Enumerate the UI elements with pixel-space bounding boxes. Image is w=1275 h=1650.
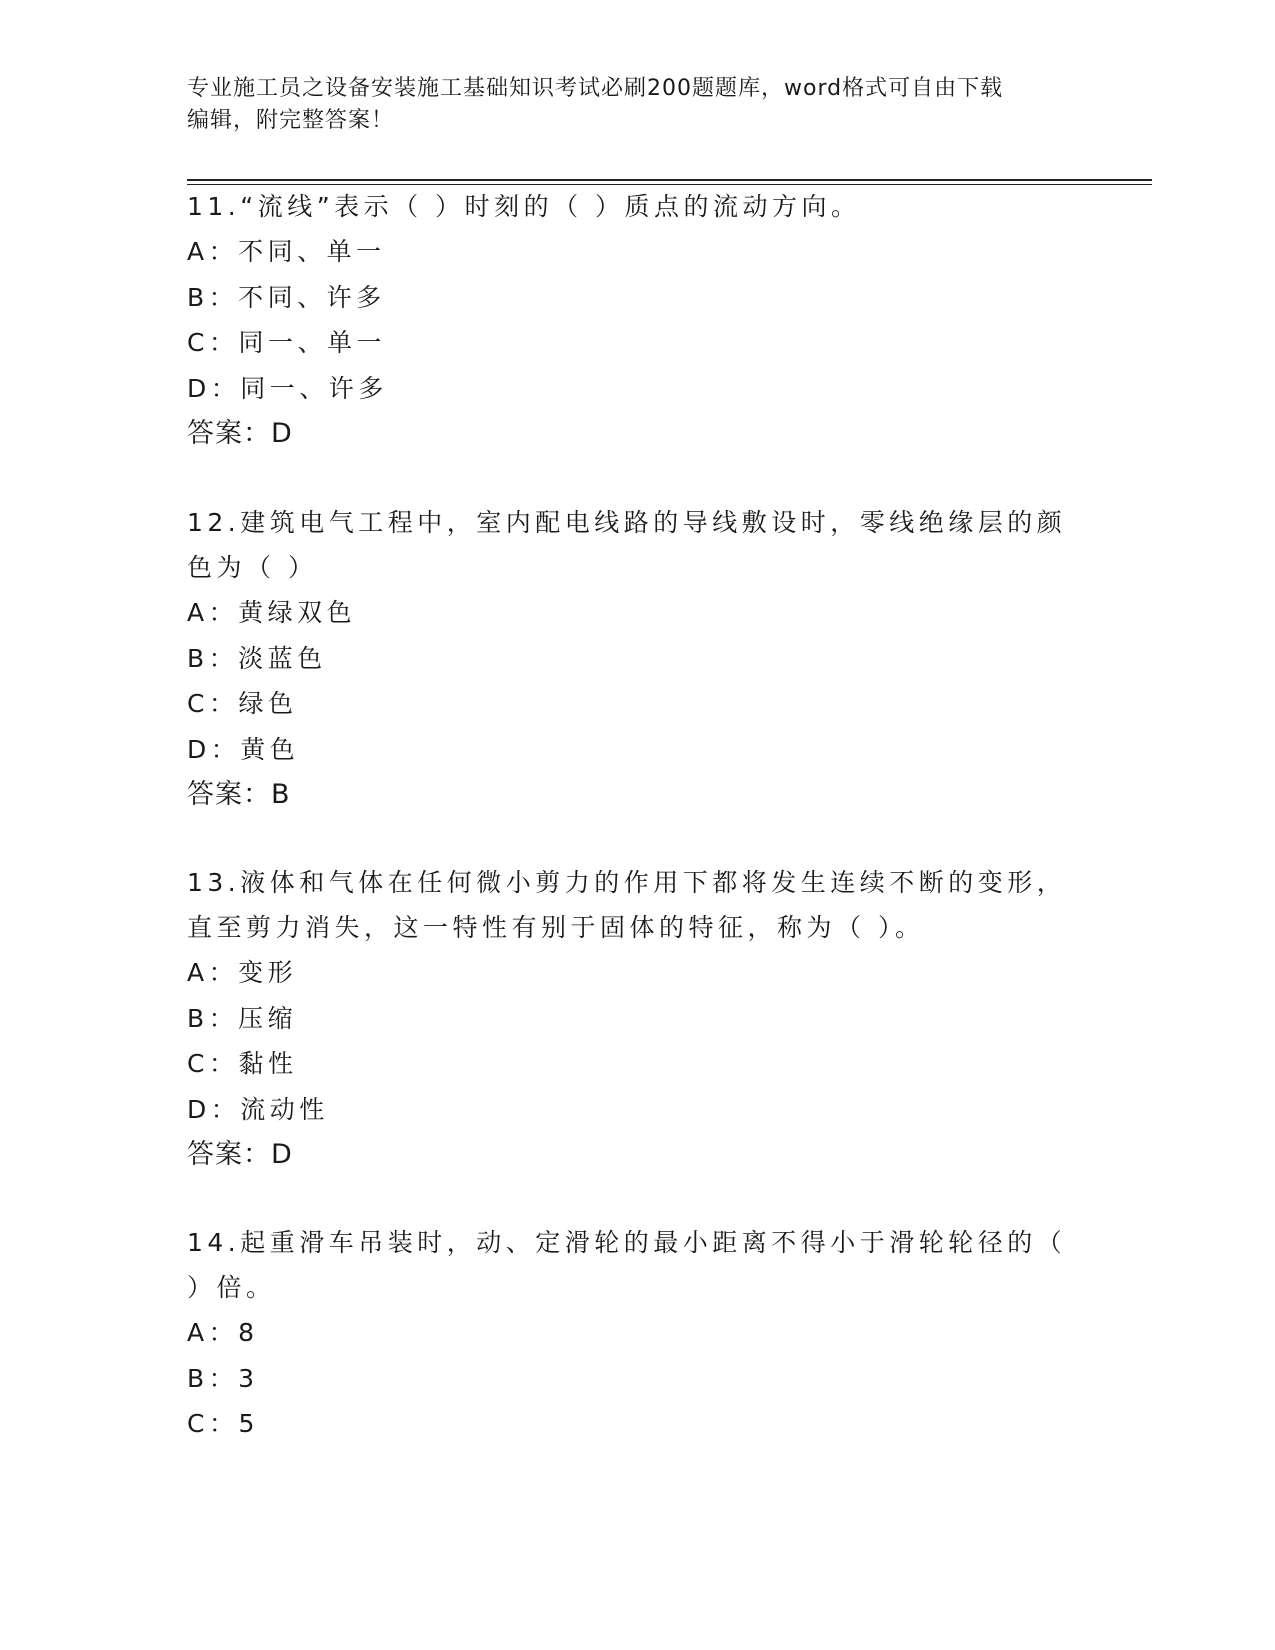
answer: 答案：D (187, 418, 293, 449)
option-b: B：3 (187, 1363, 259, 1393)
option-a: A：8 (187, 1318, 259, 1347)
question-stem: 12.建筑电气工程中，室内配电线路的导线敷设时，零线绝缘层的颜色为（ ） (187, 508, 1067, 582)
option-c: C：同一、单一 (187, 328, 386, 357)
option-b: B：淡蓝色 (187, 643, 327, 673)
header-divider-thick (187, 179, 1152, 181)
option-c: C：黏性 (187, 1049, 298, 1078)
question-14 (187, 1220, 1077, 1447)
option-c: C：5 (187, 1409, 259, 1438)
option-d: D：同一、许多 (187, 373, 388, 403)
header-line-2: 编辑，附完整答案！ (187, 108, 395, 133)
question-12 (187, 500, 1077, 818)
question-13 (187, 860, 1077, 1178)
question-stem: 13.液体和气体在任何微小剪力的作用下都将发生连续不断的变形，直至剪力消失，这一特性有别于固体的特征，称为（ ）。 (187, 868, 1067, 942)
option-a: A：不同、单一 (187, 237, 386, 266)
answer: 答案：D (187, 1139, 293, 1170)
question-11 (187, 184, 1077, 457)
question-stem: 11.“流线”表示（ ）时刻的（ ）质点的流动方向。 (187, 192, 861, 221)
option-d: D：流动性 (187, 1094, 329, 1124)
document-header (187, 73, 1087, 137)
option-b: B：压缩 (187, 1003, 298, 1033)
option-d: D：黄色 (187, 734, 300, 764)
question-stem: 14.起重滑车吊装时，动、定滑轮的最小距离不得小于滑轮轮径的（ ）倍。 (187, 1228, 1067, 1302)
option-a: A：黄绿双色 (187, 598, 357, 627)
header-line-1: 专业施工员之设备安装施工基础知识考试必刷200题题库，word格式可自由下载 (187, 76, 1004, 101)
option-a: A：变形 (187, 958, 298, 987)
option-b: B：不同、许多 (187, 282, 386, 312)
option-c: C：绿色 (187, 689, 298, 718)
answer: 答案：B (187, 779, 291, 810)
